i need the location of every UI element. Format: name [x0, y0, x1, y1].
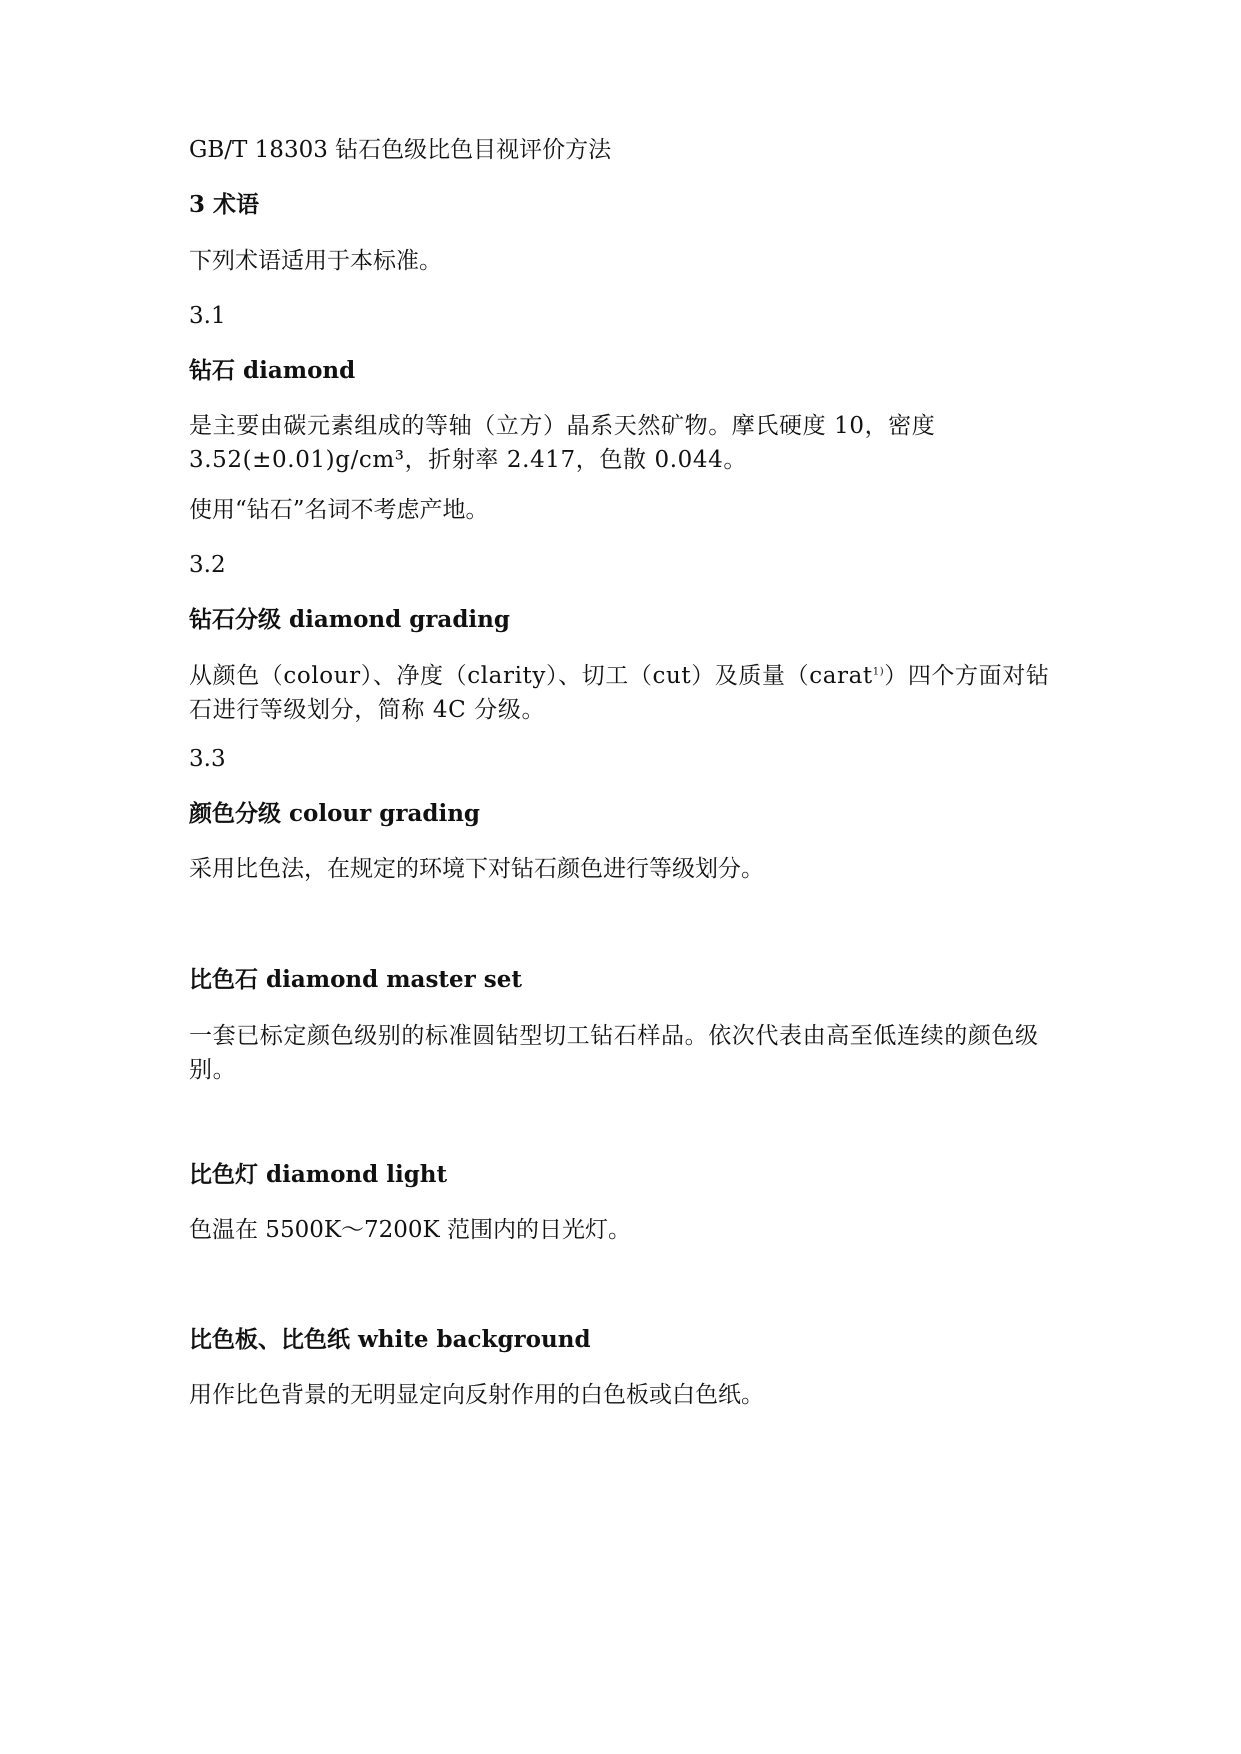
- term-heading: 比色灯 diamond light: [189, 1161, 448, 1188]
- term-heading: 钻石分级 diamond grading: [189, 606, 510, 633]
- term-definition: [189, 659, 1069, 727]
- term-number: 3.1: [189, 303, 226, 329]
- term-definition: 一套已标定颜色级别的标准圆钻型切工钻石样品。依次代表由高至低连续的颜色级别。: [189, 1023, 1039, 1083]
- term-number: 3.2: [189, 552, 226, 578]
- term-definition: 采用比色法，在规定的环境下对钻石颜色进行等级划分。: [189, 856, 764, 882]
- term-definition-part: 从颜色（colour）、净度（clarity）、切工（cut）及质量（carat: [189, 663, 873, 689]
- footnote-marker: 1): [872, 666, 885, 678]
- term-heading: 颜色分级 colour grading: [189, 800, 481, 827]
- term-heading: 比色石 diamond master set: [189, 966, 522, 993]
- term-heading: 钻石 diamond: [189, 357, 356, 384]
- standard-title: GB/T 18303 钻石色级比色目视评价方法: [189, 137, 612, 163]
- term-number: 3.3: [189, 746, 226, 772]
- term-definition: 用作比色背景的无明显定向反射作用的白色板或白色纸。: [189, 1382, 764, 1408]
- term-definition-part: ）四个方面对钻石进行等级划分，简称 4C 分级。: [189, 663, 1050, 723]
- term-note: 使用“钻石”名词不考虑产地。: [189, 497, 489, 523]
- term-definition: 色温在 5500K～7200K 范围内的日光灯。: [189, 1217, 632, 1243]
- section-heading: 3 术语: [189, 191, 260, 218]
- term-definition: 是主要由碳元素组成的等轴（立方）晶系天然矿物。摩氏硬度 10，密度 3.52(±0.01)g/cm³，折射率 2.417，色散 0.044。: [189, 413, 936, 473]
- intro-text: 下列术语适用于本标准。: [189, 248, 442, 274]
- term-heading: 比色板、比色纸 white background: [189, 1326, 591, 1353]
